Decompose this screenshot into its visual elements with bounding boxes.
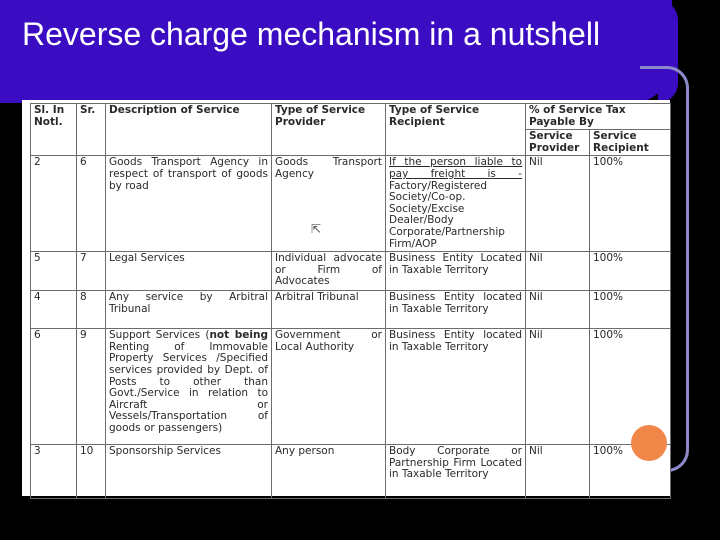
cell-by-provider: Nil: [526, 252, 590, 291]
cell-recipient: Business Entity located in Taxable Territory: [386, 291, 526, 329]
cell-description: Legal Services: [106, 252, 272, 291]
header-sr: Sr.: [77, 104, 106, 156]
cell-provider: Government or Local Authority: [272, 329, 386, 445]
cell-sr: 10: [77, 445, 106, 499]
table-row: [31, 329, 671, 445]
cell-sr: 9: [77, 329, 106, 445]
cell-sl: 5: [31, 252, 77, 291]
slide-title: Reverse charge mechanism in a nutshell: [22, 16, 601, 52]
cell-by-recipient: 100%: [590, 445, 671, 499]
cell-by-provider: Nil: [526, 291, 590, 329]
header-description: Description of Service: [106, 104, 272, 156]
cell-recipient: [386, 156, 526, 252]
cell-recipient: Body Corporate or Partnership Firm Located in Taxable Territory: [386, 445, 526, 499]
header-sl-no: Sl. In Notl.: [31, 104, 77, 156]
cell-by-recipient: 100%: [590, 156, 671, 252]
cell-by-provider: Nil: [526, 156, 590, 252]
cell-provider: Any person: [272, 445, 386, 499]
cell-provider: Individual advocate or Firm of Advocates: [272, 252, 386, 291]
table-row: [31, 252, 671, 291]
mouse-pointer-icon: ⇱: [311, 222, 322, 236]
cell-by-recipient: 100%: [590, 252, 671, 291]
cell-provider: Arbitral Tribunal: [272, 291, 386, 329]
cell-recipient: Business Entity located in Taxable Territory: [386, 329, 526, 445]
header-payable-recipient: Service Recipient: [590, 130, 671, 156]
header-provider-type: Type of Service Provider: [272, 104, 386, 156]
reverse-charge-table: [30, 103, 670, 493]
cell-provider: Goods Transport Agency: [272, 156, 386, 252]
cell-by-recipient: 100%: [590, 291, 671, 329]
cell-description: Sponsorship Services: [106, 445, 272, 499]
cell-sr: 7: [77, 252, 106, 291]
cell-by-provider: Nil: [526, 329, 590, 445]
orange-circle-decoration: [631, 425, 667, 461]
cell-sl: 4: [31, 291, 77, 329]
cell-description: Goods Transport Agency in respect of transport of goods by road: [106, 156, 272, 252]
recipient-condition: If the person liable to pay freight is -: [389, 156, 522, 180]
cell-description: Any service by Arbitral Tribunal: [106, 291, 272, 329]
header-payable-by: % of Service Tax Payable By: [526, 104, 671, 130]
cell-sl: 6: [31, 329, 77, 445]
cell-by-provider: Nil: [526, 445, 590, 499]
cell-sr: 6: [77, 156, 106, 252]
cell-sr: 8: [77, 291, 106, 329]
cell-sl: 3: [31, 445, 77, 499]
table-row: [31, 156, 671, 252]
header-payable-provider: Service Provider: [526, 130, 590, 156]
cell-recipient: Business Entity Located in Taxable Territory: [386, 252, 526, 291]
recipient-list: Factory/Registered Society/Co-op. Society/Excise Dealer/Body Corporate/Partnership Firm/AOP: [389, 179, 505, 250]
cell-by-recipient: 100%: [590, 329, 671, 445]
table-row: [31, 291, 671, 329]
table-row: [31, 445, 671, 499]
not-being-emphasis: not being: [209, 329, 268, 342]
cell-sl: 2: [31, 156, 77, 252]
header-recipient-type: Type of Service Recipient: [386, 104, 526, 156]
cell-description: Support Services (not being Renting of Immovable Property Services /Specified services provided by Dept. of Posts to other than Govt./Service in relation to Aircraft or Vessels/Transportation of goods or passengers): [106, 329, 272, 445]
